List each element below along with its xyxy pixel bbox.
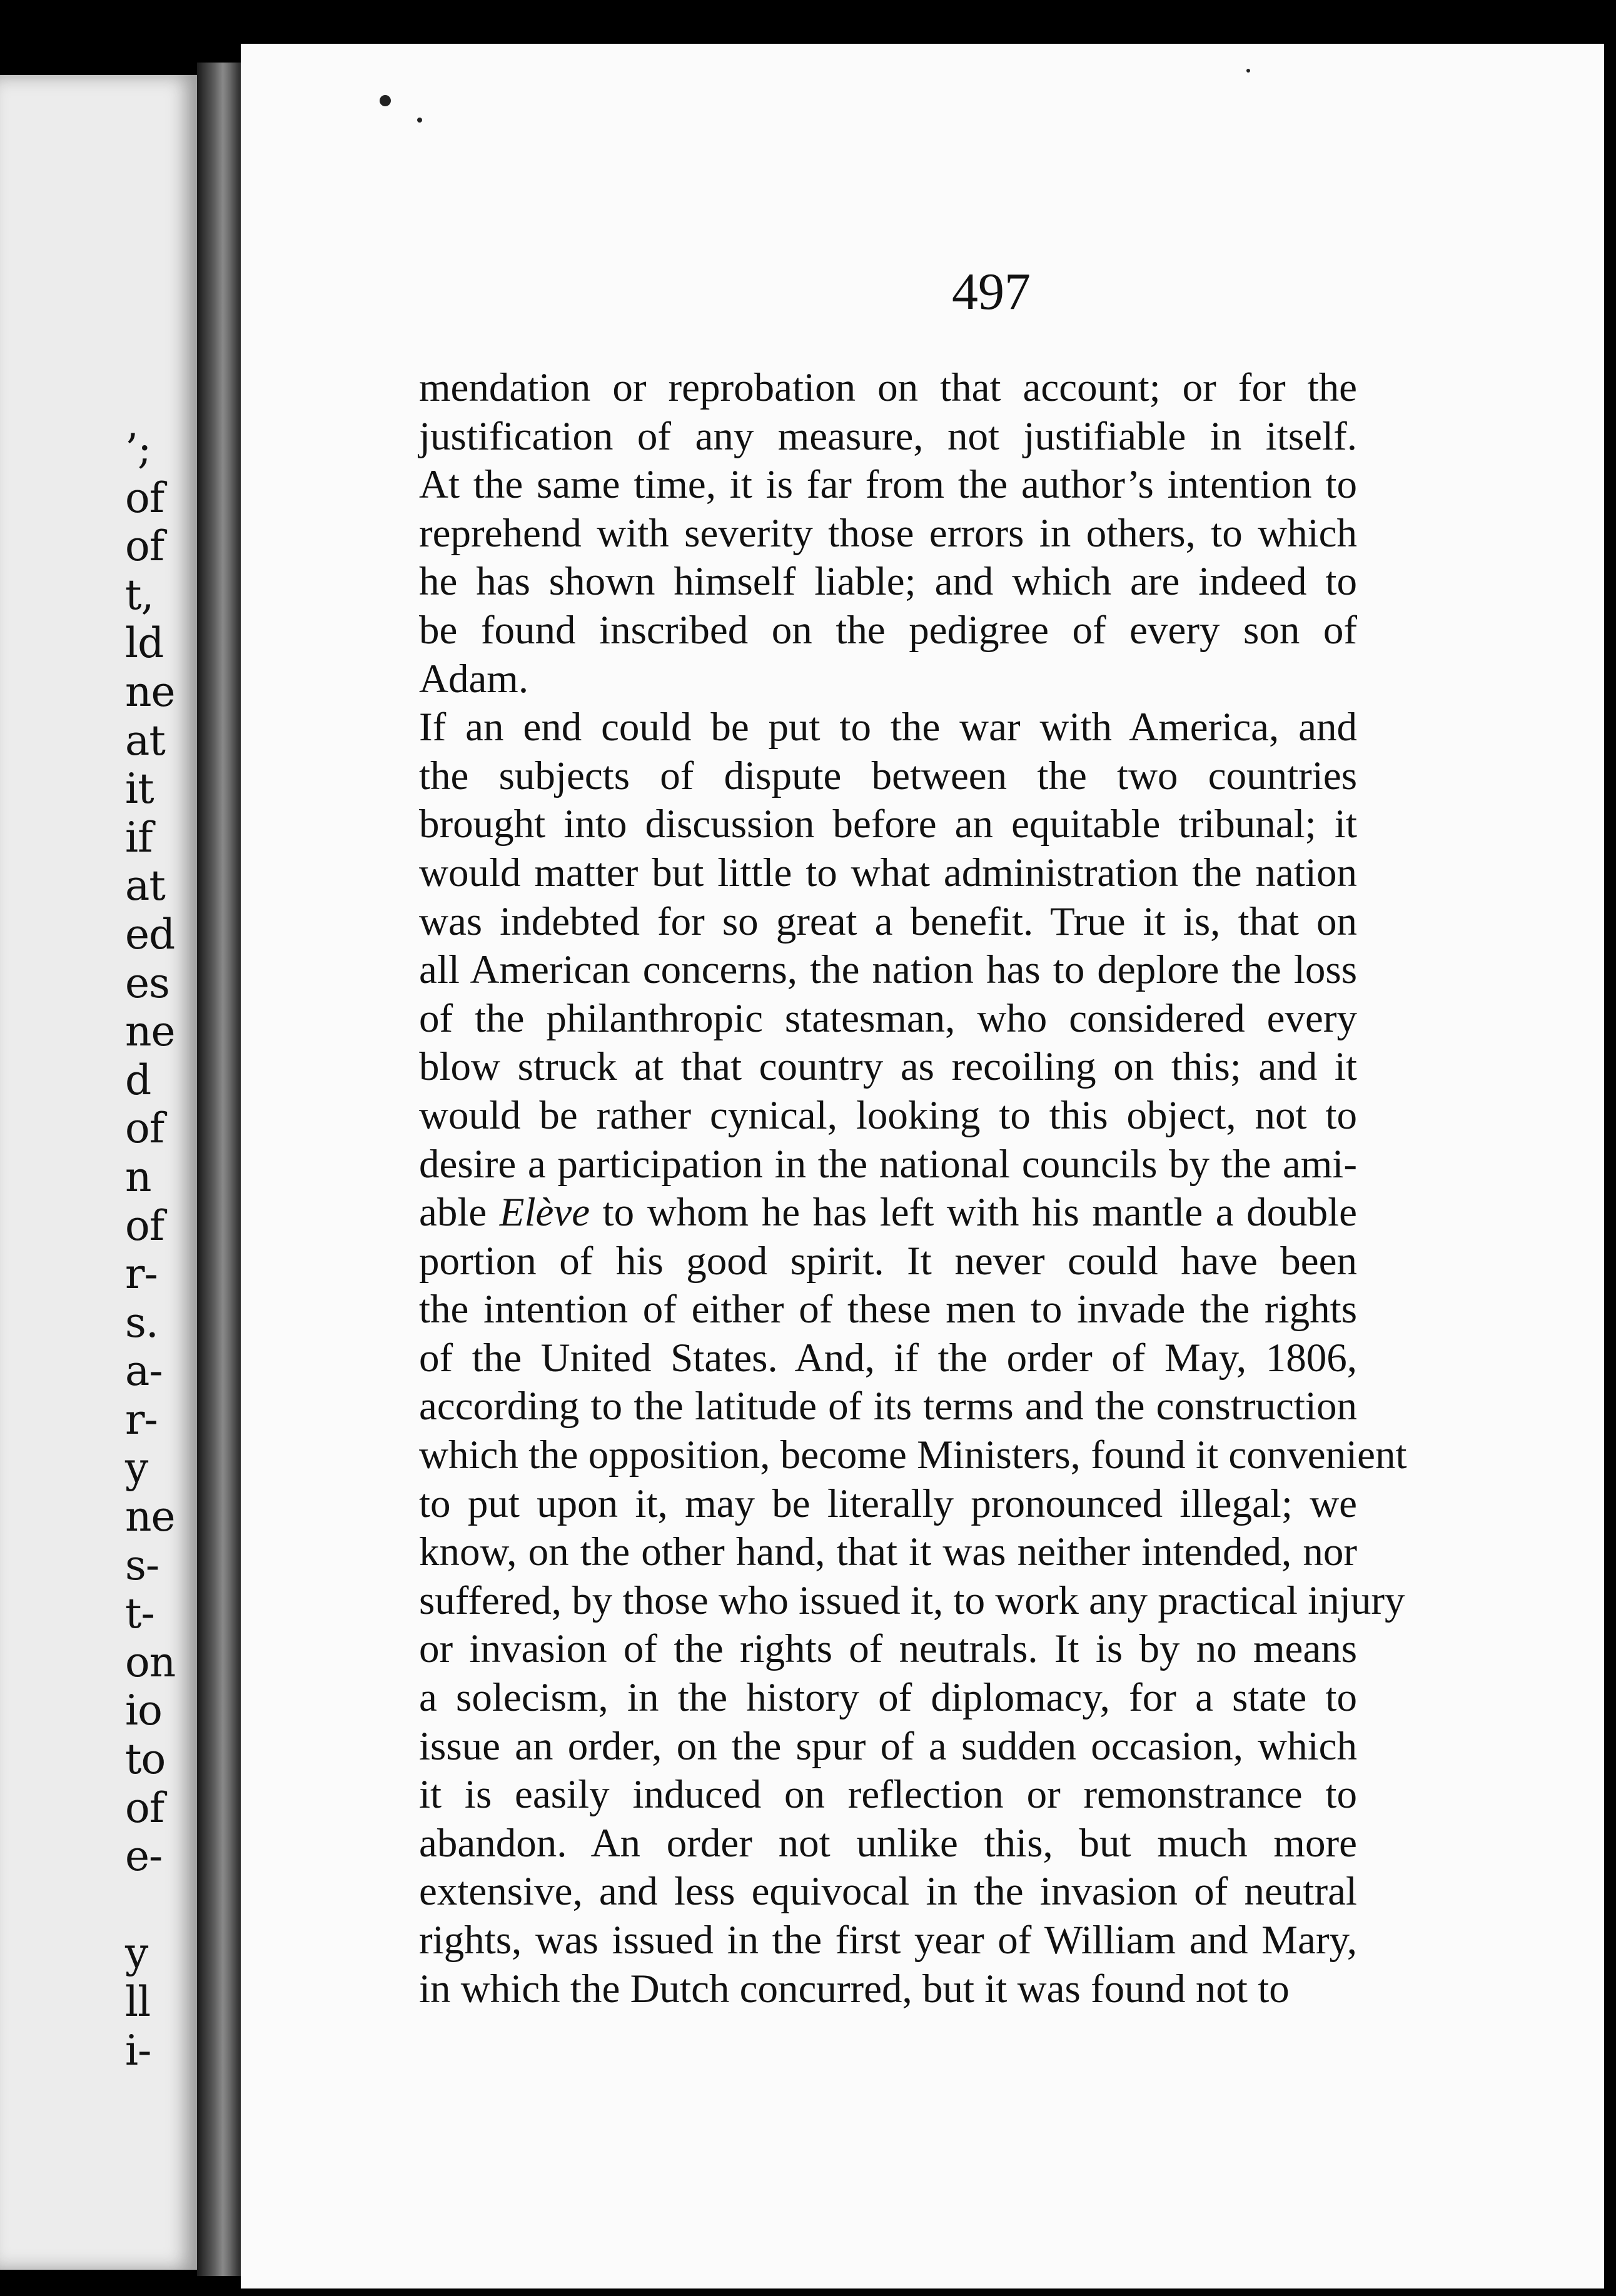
facing-page-fragment: at [125, 862, 165, 910]
text-line: able Elève to whom he has left with his mantle a double [419, 1190, 1357, 1236]
text-line: which the opposition, become Ministers, found it convenient [419, 1432, 1407, 1478]
text-line: according to the latitude of its terms and the construction [419, 1384, 1357, 1429]
text-line: suffered, by those who issued it, to work any practical injury [419, 1578, 1405, 1623]
facing-page-fragment: s. [125, 1298, 158, 1347]
facing-page-fragment: ld [125, 619, 164, 668]
facing-page-fragment: r- [125, 1395, 158, 1444]
facing-page-fragment: es [125, 959, 169, 1007]
facing-page-fragment: a- [125, 1347, 163, 1396]
text-line: rights, was issued in the first year of William and Mary, [419, 1918, 1357, 1963]
facing-page-fragment: ed [125, 910, 175, 959]
text-line: of the philanthropic statesman, who considered every [419, 995, 1357, 1041]
text-line: extensive, and less equivocal in the invasion of neutral [419, 1869, 1357, 1915]
text-line: would matter but little to what administration the nation [419, 850, 1357, 895]
page-speck [417, 118, 422, 123]
facing-page-fragment: on [125, 1638, 176, 1686]
text-line: it is easily induced on reflection or remonstrance to [419, 1772, 1357, 1818]
text-line: be found inscribed on the pedigree of every son of [419, 607, 1357, 653]
text-line: At the same time, it is far from the author’s intention to [419, 462, 1357, 508]
facing-page-fragment: r- [125, 1250, 158, 1299]
text-line: to put upon it, may be literally pronounced illegal; we [419, 1481, 1357, 1526]
text-line: in which the Dutch concurred, but it was found not to [419, 1966, 1290, 2012]
text-line: justification of any measure, not justifiable in itself. [419, 413, 1357, 459]
text-line: issue an order, on the spur of a sudden occasion, which [419, 1723, 1357, 1769]
facing-page-fragment: it [125, 765, 154, 813]
facing-page-fragment: t- [125, 1589, 154, 1638]
facing-page-fragment: t, [125, 570, 154, 619]
text-line: all American concerns, the nation has to deplore the loss [419, 947, 1357, 993]
facing-page-fragment: ll [125, 1978, 151, 2026]
facing-page-fragment: ne [125, 1007, 175, 1056]
facing-page-fragment: io [125, 1686, 162, 1735]
page-speck [1246, 69, 1250, 73]
text-line: Adam. [419, 656, 529, 702]
italic-word: Elève [499, 1190, 590, 1236]
book-page [241, 44, 1604, 2288]
facing-page-fragment: y [125, 1929, 148, 1978]
facing-page-fragment: ’; [125, 425, 151, 473]
page-number: 497 [952, 263, 1031, 321]
facing-page-fragment: y [125, 1444, 148, 1493]
facing-page-fragment: to [125, 1735, 166, 1784]
book-gutter [197, 63, 244, 2276]
facing-page-fragment: d [125, 1055, 151, 1104]
facing-page-fragment: i- [125, 2026, 151, 2075]
text-line: know, on the other hand, that it was neither intended, nor [419, 1529, 1357, 1575]
facing-page-fragment: ne [125, 667, 175, 716]
text-line: desire a participation in the national councils by the ami- [419, 1141, 1357, 1187]
text-line: portion of his good spirit. It never could have been [419, 1238, 1357, 1284]
text-line: the intention of either of these men to invade the rights [419, 1287, 1357, 1332]
text-line: of the United States. And, if the order of May, 1806, [419, 1335, 1357, 1381]
text-line: would be rather cynical, looking to this object, not to [419, 1092, 1357, 1138]
text-line: or invasion of the rights of neutrals. It is by no means [419, 1626, 1357, 1672]
text-line: brought into discussion before an equitable tribunal; it [419, 802, 1357, 847]
text-line: reprehend with severity those errors in others, to which [419, 510, 1357, 556]
facing-page-fragment: of [125, 1104, 164, 1153]
facing-page [0, 75, 197, 2270]
facing-page-fragment: at [125, 716, 165, 765]
facing-page-fragment: s- [125, 1541, 159, 1589]
page-speck [380, 95, 391, 106]
page-body-text [419, 364, 1407, 2013]
facing-page-fragment: of [125, 1783, 164, 1832]
text-line: abandon. An order not unlike this, but much more [419, 1820, 1357, 1866]
text-line: blow struck at that country as recoiling on this; and it [419, 1044, 1357, 1090]
facing-page-fragment: of [125, 522, 164, 571]
facing-page-fragment: n [125, 1152, 151, 1201]
text-line: If an end could be put to the war with America, and [419, 705, 1357, 750]
text-line: the subjects of dispute between the two countries [419, 753, 1357, 798]
text-line: mendation or reprobation on that account; or for the [419, 365, 1357, 410]
text-line: he has shown himself liable; and which are indeed to [419, 559, 1357, 605]
text-line: was indebted for so great a benefit. True it is, that on [419, 899, 1357, 944]
facing-page-fragment [125, 1881, 197, 1930]
facing-page-fragment: ne [125, 1493, 175, 1541]
facing-page-fragment: of [125, 1201, 164, 1250]
text-line: a solecism, in the history of diplomacy, for a state to [419, 1675, 1357, 1721]
facing-page-fragment: e- [125, 1832, 163, 1881]
facing-page-fragments [125, 425, 197, 2075]
facing-page-fragment: if [125, 813, 153, 862]
facing-page-fragment: of [125, 473, 164, 522]
